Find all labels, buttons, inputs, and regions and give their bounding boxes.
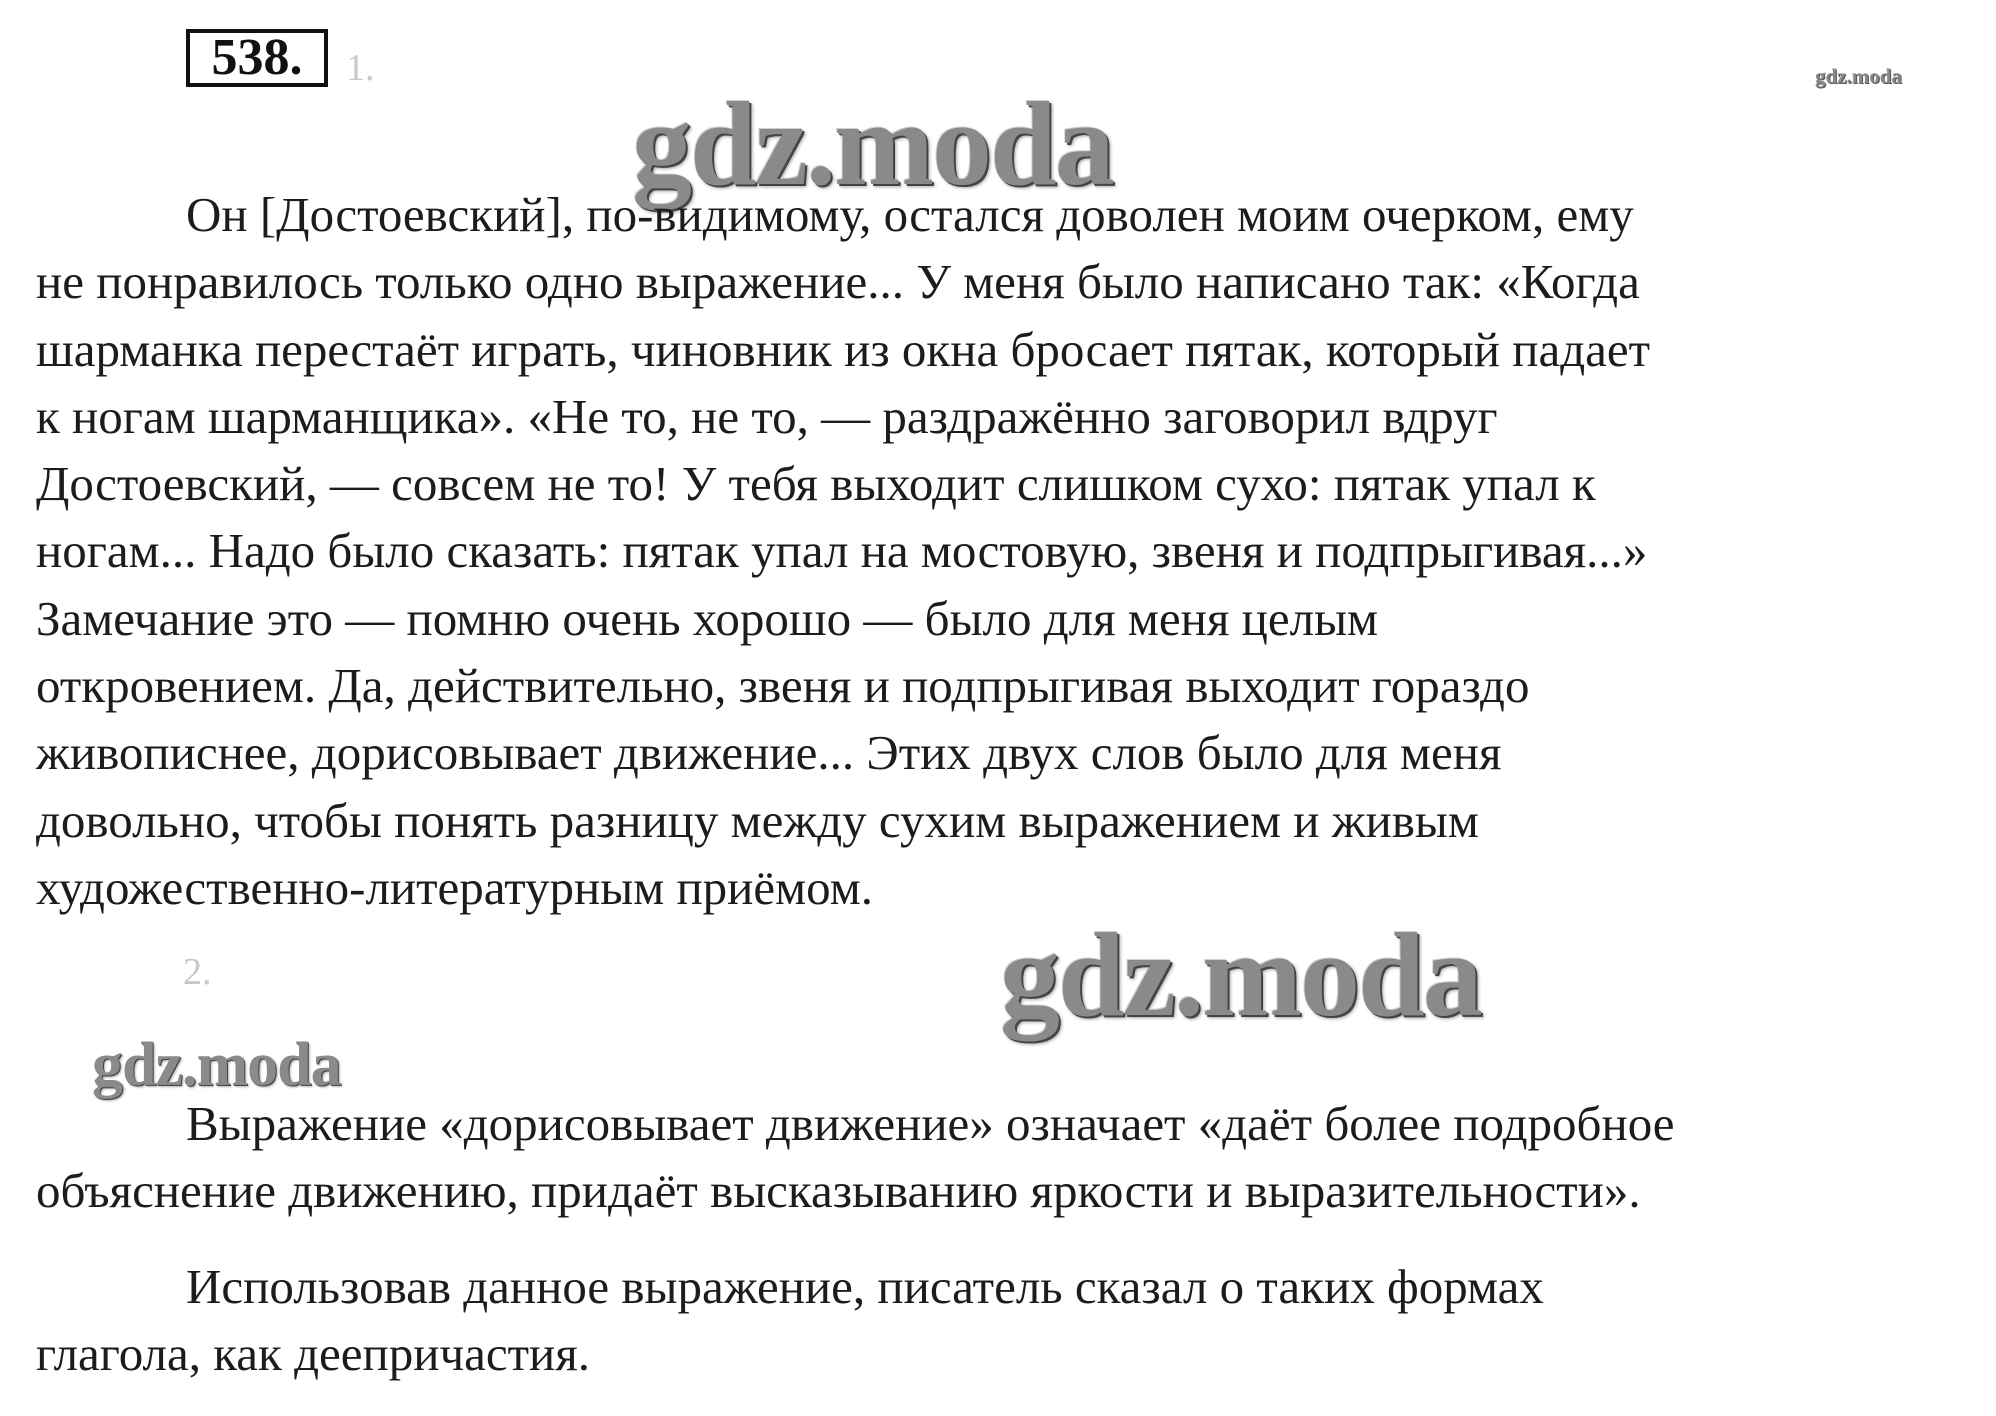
watermark-medium: gdz.moda — [92, 1031, 341, 1099]
watermark-large-top: gdz.moda — [632, 77, 1113, 210]
part-2-paragraph-2: Использовав данное выражение, писатель сказал о таких формах глагола, как деепричастия. — [36, 1259, 1544, 1382]
task-number-box: 538. — [186, 29, 328, 87]
part-1-marker: 1. — [346, 47, 375, 89]
part-2-paragraph-1: Выражение «дорисовывает движение» означает «даёт более подробное объяснение движению, придаёт высказыванию яркости и выразительности». — [36, 1096, 1675, 1219]
part-2-marker: 2. — [183, 951, 212, 993]
part-1-paragraph: Он [Достоевский], по-видимому, остался доволен моим очерком, ему не понравилось только одно выражение... У меня было написано так: «Когда шарманка перестаёт играть, чиновник из окна бросает пятак, который падает к ногам шарманщика». «Не то, не то, — раздражённо заговорил вдруг Достоевский, — совсем не то! У тебя выходит слишком сухо: пятак упал к ногам... Надо было сказать: пятак упал на мостовую, звеня и подпрыгивая...» Замечание это — помню очень хорошо — было для меня целым откровением. Да, действительно, звеня и подпрыгивая выходит гораздо живописнее, дорисовывает движение... Этих двух слов было для меня довольно, чтобы понять разницу между сухим выражением и живым художественно-литературным приёмом. — [36, 187, 1651, 915]
watermark-small: gdz.moda — [1815, 64, 1902, 88]
watermark-large-middle: gdz.moda — [1000, 908, 1481, 1041]
